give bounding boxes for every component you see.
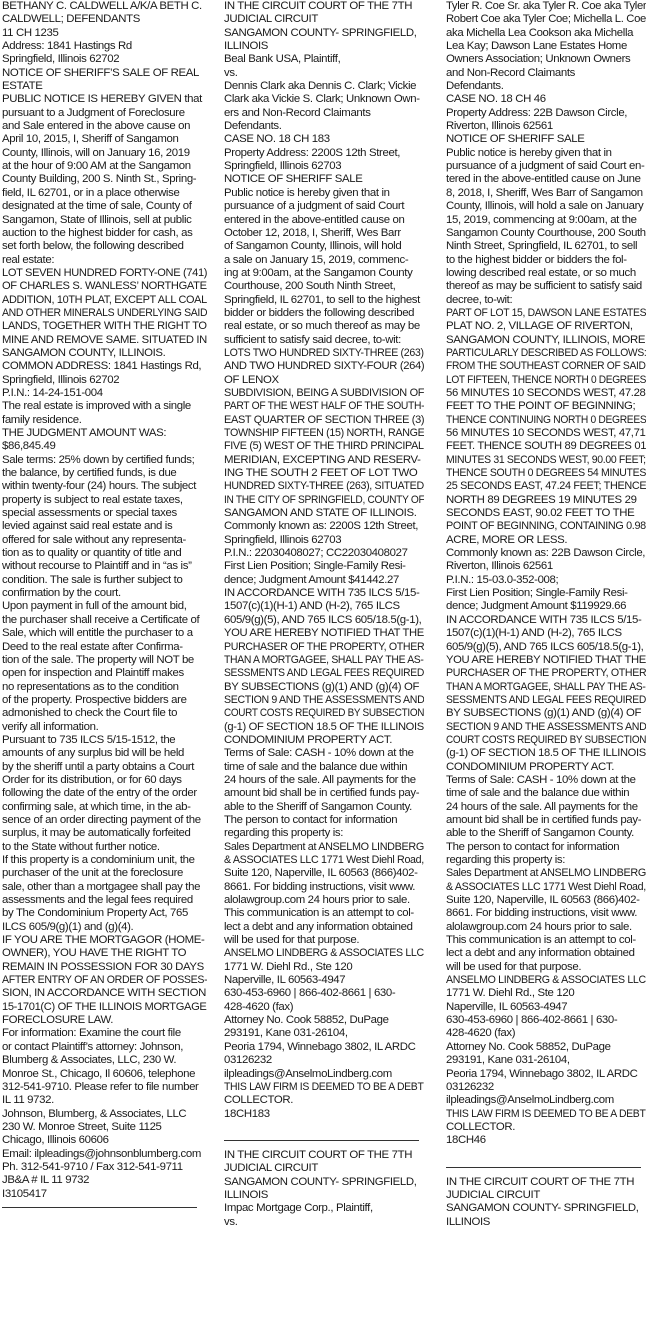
- notice-line: SANGAMON COUNTY, ILLINOIS.: [2, 346, 166, 359]
- notice-line: 605/9(g)(5), AND 765 ILCS 605/18.5(g-1),: [224, 613, 422, 626]
- notice-coe: [446, 0, 646, 1148]
- notice-line: sence of an order directing payment of the: [2, 813, 201, 826]
- notice-line: This communication is an attempt to col-: [224, 907, 414, 920]
- notice-line: sale, other than a mortgagee shall pay the: [2, 880, 201, 893]
- notice-line: ILCS 605/9(g)(1) and (g)(4).: [2, 920, 134, 933]
- notice-line: family residence.: [2, 413, 82, 426]
- notice-line: ILLINOIS: [224, 1188, 269, 1201]
- notice-line: Springfield, Illinois 62702: [2, 53, 120, 66]
- notice-line: Riverton, Illinois 62561: [446, 120, 553, 133]
- notice-line: PART OF LOT 15, DAWSON LANE ESTATES: [446, 306, 646, 319]
- notice-line: time of sale and the balance due within: [224, 760, 408, 773]
- notice-line: Commonly known as: 2200S 12th Street,: [224, 520, 419, 533]
- column-1: [2, 0, 207, 1335]
- notice-line: Property Address: 22B Dawson Circle,: [446, 106, 628, 119]
- notice-line: SANGAMON COUNTY- SPRINGFIELD,: [446, 1202, 639, 1215]
- notice-line: MINE AND REMOVE SAME. SITUATED IN: [2, 333, 207, 346]
- notice-line: Springfield, Illinois 62702: [2, 373, 120, 386]
- notice-line: LOT FIFTEEN, THENCE NORTH 0 DEGREES: [446, 373, 646, 386]
- notice-line: SECONDS EAST, 90.02 FEET TO THE: [446, 507, 635, 520]
- notice-line: condition. The sale is further subject to: [2, 573, 183, 586]
- notice-line: within twenty-four (24) hours. The subject: [2, 480, 197, 493]
- notice-line: real estate:: [2, 253, 55, 266]
- notice-line: 15-1701(C) OF THE ILLINOIS MORTGAGE: [2, 1000, 207, 1013]
- notice-line: 18CH46: [446, 1134, 486, 1147]
- notice-line: surplus, it may be automatically forfeited: [2, 827, 191, 840]
- notice-line: Commonly known as: 22B Dawson Circle,: [446, 547, 646, 560]
- notice-divider: [2, 1207, 197, 1208]
- notice-caldwell: [2, 0, 207, 1201]
- notice-line: ilpleadings@AnselmoLindberg.com: [446, 1094, 614, 1107]
- notice-line: Public notice is hereby given that in: [446, 146, 612, 159]
- notice-line: SECTION 9 AND THE ASSESSMENTS AND: [224, 693, 424, 706]
- notice-line: pursuant to a Judgment of Foreclosure: [2, 106, 185, 119]
- notice-line: & ASSOCIATES LLC 1771 West Diehl Road,: [224, 854, 424, 866]
- notice-line: Peoria 1794, Winnebago 3802, IL ARDC: [224, 1040, 416, 1053]
- notice-line: (g-1) OF SECTION 18.5 OF THE ILLINOIS: [446, 747, 646, 760]
- notice-line: SANGAMON COUNTY, ILLINOIS, MORE: [446, 333, 646, 346]
- notice-line: admonished to check the Court file to: [2, 707, 178, 720]
- notice-line: LOT SEVEN HUNDRED FORTY-ONE (741): [2, 266, 207, 279]
- notice-line: CASE NO. 18 CH 46: [446, 93, 546, 106]
- notice-line: IL 11 9732.: [2, 1094, 54, 1107]
- notice-line: following the date of the entry of the order: [2, 787, 197, 800]
- notice-line: decree, to-wit:: [446, 293, 513, 306]
- notice-line: verify all information.: [2, 720, 99, 733]
- notice-line: If this property is a condominium unit, the: [2, 854, 195, 866]
- notice-line: Monroe St., Chicago, Il 60606, telephone: [2, 1067, 196, 1080]
- notice-line: property is subject to real estate taxes,: [2, 493, 183, 506]
- notice-line: Ninth Street, Springfield, IL 62701, to sell: [446, 240, 638, 253]
- notice-line: SESSMENTS AND LEGAL FEES REQUIRED: [446, 693, 646, 706]
- notice-line: P.I.N.: 15-03.0-352-008;: [446, 573, 559, 586]
- notice-line: 15, 2019, commencing at 9:00am, at the: [446, 213, 637, 226]
- notice-line: dence; Judgment Amount $41442.27: [224, 573, 399, 586]
- notice-line: THAN A MORTGAGEE, SHALL PAY THE AS-: [224, 653, 424, 666]
- notice-line: levied against said real estate and is: [2, 520, 173, 533]
- notice-line: 312-541-9710. Please refer to file number: [2, 1080, 199, 1093]
- notice-line: set forth below, the following described: [2, 240, 184, 253]
- notice-line: lect a debt and any information obtained: [446, 947, 635, 960]
- notice-line: The person to contact for information: [446, 840, 620, 853]
- notice-line: ADDITION, 10TH PLAT, EXCEPT ALL COAL: [2, 293, 207, 306]
- notice-line: will be used for that purpose.: [224, 934, 360, 947]
- notice-line: 1507(c)(1)(H-1) AND (H-2), 765 ILCS: [446, 627, 622, 640]
- notice-line: NORTH 89 DEGREES 19 MINUTES 29: [446, 493, 637, 506]
- notice-line: COURT COSTS REQUIRED BY SUBSECTION: [224, 707, 424, 720]
- notice-line: Attorney No. Cook 58852, DuPage: [446, 1040, 611, 1053]
- notice-line: (g-1) OF SECTION 18.5 OF THE ILLINOIS: [224, 720, 424, 733]
- notice-line: P.I.N.: 14-24-151-004: [2, 386, 103, 399]
- notice-line: tered in the above-entitled cause on June: [446, 173, 641, 186]
- notice-line: 630-453-6960 | 866-402-8661 | 630-: [224, 987, 396, 1000]
- notice-line: SUBDIVISION, BEING A SUBDIVISION OF: [224, 386, 424, 399]
- notice-line: Naperville, IL 60563-4947: [224, 974, 346, 987]
- notice-line: 24 hours of the sale. All payments for the: [224, 773, 416, 786]
- notice-line: 1507(c)(1)(H-1) AND (H-2), 765 ILCS: [224, 600, 400, 613]
- notice-line: without recourse to Plaintiff and in “as is”: [2, 560, 192, 573]
- notice-line: First Lien Position; Single-Family Resi-: [224, 560, 406, 573]
- notice-line: auction to the highest bidder for cash, as: [2, 226, 193, 239]
- notice-line: pursuance of a judgment of said Court: [224, 200, 405, 213]
- spacer: [224, 1121, 424, 1134]
- notice-line: SION, IN ACCORDANCE WITH SECTION: [2, 987, 206, 1000]
- notice-line: confirming sale, at which time, in the ab-: [2, 800, 191, 813]
- notice-line: April 10, 2015, I, Sheriff of Sangamon: [2, 133, 179, 146]
- notice-line: lect a debt and any information obtained: [224, 920, 413, 933]
- notice-line: Springfield, Illinois 62703: [224, 533, 342, 546]
- notice-line: JUDICIAL CIRCUIT: [224, 1162, 318, 1175]
- notice-line: regarding this property is:: [224, 827, 344, 840]
- notice-line: REMAIN IN POSSESSION FOR 30 DAYS: [2, 960, 204, 973]
- notice-line: ACRE, MORE OR LESS.: [446, 533, 568, 546]
- notice-line: Chicago, Illinois 60606: [2, 1134, 109, 1147]
- notice-line: AFTER ENTRY OF AN ORDER OF POSSES-: [2, 974, 207, 987]
- notice-line: IN ACCORDANCE WITH 735 ILCS 5/15-: [446, 613, 642, 626]
- notice-line: by the sheriff until a party obtains a Court: [2, 760, 195, 773]
- notice-next: [446, 1176, 646, 1229]
- notice-line: amount bid shall be in certified funds pay-: [446, 813, 642, 826]
- notice-line: pursuance of a judgment of said Court en-: [446, 160, 645, 173]
- notice-line: Peoria 1794, Winnebago 3802, IL ARDC: [446, 1067, 638, 1080]
- notice-line: 8, 2018, I, Sheriff, Wes Barr of Sangamon: [446, 186, 643, 199]
- notice-line: AND OTHER MINERALS UNDERLYING SAID: [2, 306, 207, 319]
- notice-divider: [224, 1140, 419, 1141]
- notice-line: Deed to the real estate after Confirma-: [2, 640, 183, 653]
- notice-line: 25 SECONDS EAST, 47.24 FEET; THENCE: [446, 480, 646, 493]
- notice-line: P.I.N.: 22030408027; CC22030408027: [224, 547, 408, 560]
- notice-line: Sale, which will entitle the purchaser to a: [2, 627, 193, 640]
- notice-line: Impac Mortgage Corp., Plaintiff,: [224, 1202, 373, 1215]
- notice-line: COLLECTOR.: [446, 1120, 516, 1133]
- notice-line: entered in the above-entitled cause on: [224, 213, 405, 226]
- notice-line: NOTICE OF SHERIFF SALE: [446, 133, 585, 146]
- notice-line: I3105417: [2, 1187, 47, 1200]
- notice-line: 293191, Kane 031-26104,: [224, 1027, 348, 1040]
- notice-line: Sales Department at ANSELMO LINDBERG: [446, 867, 646, 880]
- notice-line: vs.: [224, 66, 238, 79]
- notice-line: BETHANY C. CALDWELL A/K/A BETH C.: [2, 0, 202, 12]
- notice-line: MINUTES 31 SECONDS WEST, 90.00 FEET;: [446, 453, 646, 466]
- notice-line: Sales Department at ANSELMO LINDBERG: [224, 840, 424, 853]
- notice-line: CALDWELL; DEFENDANTS: [2, 13, 140, 26]
- notice-clark: [224, 0, 424, 1121]
- notice-line: Riverton, Illinois 62561: [446, 560, 553, 573]
- notice-line: County Building, 200 S. Ninth St., Spring-: [2, 173, 197, 186]
- notice-line: Sale terms: 25% down by certified funds;: [2, 453, 195, 466]
- notice-line: THENCE SOUTH 0 DEGREES 54 MINUTES: [446, 467, 646, 480]
- notice-line: by The Condominium Property Act, 765: [2, 907, 188, 920]
- notice-line: SECTION 9 AND THE ASSESSMENTS AND: [446, 720, 646, 733]
- notice-line: 03126232: [224, 1054, 272, 1067]
- column-3: [446, 0, 646, 1335]
- notice-line: the purchaser shall receive a Certificate of: [2, 613, 200, 626]
- notice-line: the balance, by certified funds, is due: [2, 467, 177, 480]
- notice-line: JB&A # IL 11 9732: [2, 1174, 90, 1187]
- notice-line: 8661. For bidding instructions, visit www.: [224, 880, 416, 893]
- notice-impac: [224, 1149, 424, 1229]
- notice-line: JUDICIAL CIRCUIT: [446, 1188, 540, 1201]
- notice-line: THIS LAW FIRM IS DEEMED TO BE A DEBT: [446, 1107, 646, 1120]
- notice-line: PURCHASER OF THE PROPERTY, OTHER: [224, 640, 424, 653]
- notice-line: October 12, 2018, I, Sheriff, Wes Barr: [224, 226, 401, 239]
- notice-line: real estate, or so much thereof as may be: [224, 320, 420, 333]
- notice-line: and Non-Record Claimants: [446, 66, 575, 79]
- notice-line: County, Illinois, will on January 16, 2019: [2, 146, 190, 159]
- notice-line: THAN A MORTGAGEE, SHALL PAY THE AS-: [446, 680, 646, 693]
- notice-line: Suite 120, Naperville, IL 60563 (866)402-: [446, 894, 640, 907]
- notice-line: and Sale entered in the above cause on: [2, 120, 191, 133]
- notice-line: offered for sale without any representa-: [2, 533, 186, 546]
- notice-line: YOU ARE HEREBY NOTIFIED THAT THE: [224, 627, 424, 640]
- notice-line: ILLINOIS: [224, 40, 269, 53]
- notice-line: ing at 9:00am, at the Sangamon County: [224, 266, 413, 279]
- notice-line: POINT OF BEGINNING, CONTAINING 0.98: [446, 520, 646, 533]
- notice-line: IF YOU ARE THE MORTGAGOR (HOME-: [2, 934, 205, 947]
- notice-line: 1771 W. Diehl Rd., Ste 120: [224, 960, 353, 973]
- notice-line: Blumberg & Associates, LLC, 230 W.: [2, 1054, 177, 1067]
- notice-line: or contact Plaintiff’s attorney: Johnson,: [2, 1040, 184, 1053]
- notice-line: Property Address: 2200S 12th Street,: [224, 146, 401, 159]
- notice-line: PART OF THE WEST HALF OF THE SOUTH-: [224, 400, 424, 413]
- notice-line: time of sale and the balance due within: [446, 787, 630, 800]
- notice-line: FEET. THENCE SOUTH 89 DEGREES 01: [446, 440, 646, 453]
- notice-line: Pursuant to 735 ILCS 5/15-1512, the: [2, 733, 176, 746]
- notice-line: Tyler R. Coe Sr. aka Tyler R. Coe aka Tyler: [446, 0, 646, 12]
- notice-line: CONDOMINIUM PROPERTY ACT.: [446, 760, 615, 773]
- notice-line: ILLINOIS: [446, 1215, 491, 1228]
- spacer: [446, 1148, 646, 1161]
- notice-line: 1771 W. Diehl Rd., Ste 120: [446, 987, 575, 1000]
- notice-line: of Sangamon County, Illinois, will hold: [224, 240, 402, 253]
- notice-line: LOTS TWO HUNDRED SIXTY-THREE (263): [224, 346, 424, 359]
- notice-line: Owners Association; Unknown Owners: [446, 53, 631, 66]
- notice-line: This communication is an attempt to col-: [446, 934, 636, 947]
- notice-line: AND TWO HUNDRED SIXTY-FOUR (264): [224, 360, 424, 373]
- notice-line: Johnson, Blumberg, & Associates, LLC: [2, 1107, 187, 1120]
- notice-line: County, Illinois, will hold a sale on January: [446, 200, 644, 213]
- column-2: [224, 0, 424, 1335]
- notice-line: THENCE CONTINUING NORTH 0 DEGREES: [446, 413, 646, 426]
- notice-line: open for inspection and Plaintiff makes: [2, 667, 184, 680]
- notice-line: aka Michella Lea Cookson aka Michella: [446, 26, 634, 39]
- notice-line: Sangamon County Courthouse, 200 South: [446, 226, 646, 239]
- notice-line: 18CH183: [224, 1107, 270, 1120]
- notice-divider: [446, 1167, 641, 1168]
- notice-line: The person to contact for information: [224, 813, 398, 826]
- notice-line: BY SUBSECTIONS (g)(1) AND (g)(4) OF: [446, 707, 642, 720]
- notice-line: 428-4620 (fax): [224, 1000, 294, 1013]
- notice-line: 03126232: [446, 1080, 494, 1093]
- notice-line: SANGAMON AND STATE OF ILLINOIS.: [224, 507, 417, 520]
- notice-line: purchaser of the unit at the foreclosure: [2, 867, 184, 880]
- notice-line: dence; Judgment Amount $119929.66: [446, 600, 627, 613]
- notice-line: MERIDIAN, EXCEPTING AND RESERV-: [224, 453, 421, 466]
- notice-line: designated at the time of sale, County of: [2, 200, 192, 213]
- notice-line: Ph. 312-541-9710 / Fax 312-541-9711: [2, 1160, 183, 1173]
- notice-line: amounts of any surplus bid will be held: [2, 747, 184, 760]
- notice-line: JUDICIAL CIRCUIT: [224, 13, 318, 26]
- notice-line: NOTICE OF SHERIFF’S SALE OF REAL: [2, 66, 200, 79]
- notice-line: alolawgroup.com 24 hours prior to sale.: [224, 894, 410, 907]
- notice-line: amount bid shall be in certified funds pay-: [224, 787, 420, 800]
- notice-line: FROM THE SOUTHEAST CORNER OF SAID: [446, 360, 646, 373]
- notice-line: $86,845.49: [2, 440, 56, 453]
- notice-line: ers and Non-Record Claimants: [224, 106, 371, 119]
- notice-line: 8661. For bidding instructions, visit www.: [446, 907, 638, 920]
- notice-line: YOU ARE HEREBY NOTIFIED THAT THE: [446, 653, 646, 666]
- notice-line: ING THE SOUTH 2 FEET OF LOT TWO: [224, 467, 418, 480]
- notice-line: vs.: [224, 1215, 238, 1228]
- notice-line: FEET TO THE POINT OF BEGINNING;: [446, 400, 636, 413]
- notice-line: Public notice is hereby given that in: [224, 186, 390, 199]
- notice-line: 230 W. Monroe Street, Suite 1125: [2, 1120, 162, 1133]
- notice-line: special assessments or special taxes: [2, 507, 177, 520]
- notice-line: at the hour of 9:00 AM at the Sangamon: [2, 160, 191, 173]
- notice-line: OF CHARLES S. WANLESS’ NORTHGATE: [2, 280, 207, 293]
- notice-line: to the highest bidder or bidders the fol-: [446, 253, 627, 266]
- notice-line: Naperville, IL 60563-4947: [446, 1000, 568, 1013]
- notice-line: OF LENOX: [224, 373, 279, 386]
- notice-line: alolawgroup.com 24 hours prior to sale.: [446, 920, 632, 933]
- notice-line: PUBLIC NOTICE IS HEREBY GIVEN that: [2, 93, 202, 106]
- notice-line: PURCHASER OF THE PROPERTY, OTHER: [446, 667, 646, 680]
- notice-line: able to the Sheriff of Sangamon County.: [446, 827, 634, 840]
- notice-line: CONDOMINIUM PROPERTY ACT.: [224, 733, 393, 746]
- notice-line: For information: Examine the court file: [2, 1027, 181, 1040]
- notice-line: ilpleadings@AnselmoLindberg.com: [224, 1067, 392, 1080]
- notice-line: Springfield, Illinois 62703: [224, 160, 342, 173]
- notice-line: SANGAMON COUNTY- SPRINGFIELD,: [224, 1175, 417, 1188]
- notice-line: a sale on January 15, 2019, commenc-: [224, 253, 409, 266]
- notice-line: 24 hours of the sale. All payments for the: [446, 800, 638, 813]
- notice-line: Terms of Sale: CASH - 10% down at the: [446, 773, 636, 786]
- notice-line: able to the Sheriff of Sangamon County.: [224, 800, 412, 813]
- notice-line: Clark aka Vickie S. Clark; Unknown Own-: [224, 93, 420, 106]
- notice-line: sufficient to satisfy said decree, to-wit:: [224, 333, 401, 346]
- notice-line: lowing described real estate, or so much: [446, 266, 636, 279]
- notice-line: CASE NO. 18 CH 183: [224, 133, 330, 146]
- notice-line: 56 MINUTES 10 SECONDS WEST, 47.28: [446, 386, 646, 399]
- notice-line: Email: ilpleadings@johnsonblumberg.com: [2, 1147, 201, 1160]
- notice-line: confirmation by the court.: [2, 587, 121, 600]
- notice-line: Attorney No. Cook 58852, DuPage: [224, 1014, 389, 1027]
- notice-line: Suite 120, Naperville, IL 60563 (866)402-: [224, 867, 418, 880]
- notice-line: 630-453-6960 | 866-402-8661 | 630-: [446, 1014, 618, 1027]
- notice-line: PARTICULARLY DESCRIBED AS FOLLOWS:: [446, 346, 646, 359]
- notice-line: PLAT NO. 2, VILLAGE OF RIVERTON,: [446, 320, 633, 333]
- notice-line: assessments and the legal fees required: [2, 894, 193, 907]
- notice-line: BY SUBSECTIONS (g)(1) AND (g)(4) OF: [224, 680, 420, 693]
- notice-line: First Lien Position; Single-Family Resi-: [446, 587, 628, 600]
- notice-line: no representations as to the condition: [2, 680, 179, 693]
- notice-line: field, IL 62701, or in a place otherwise: [2, 186, 180, 199]
- notice-line: Defendants.: [446, 80, 504, 93]
- notice-line: COLLECTOR.: [224, 1094, 294, 1107]
- notice-line: OWNER), YOU HAVE THE RIGHT TO: [2, 947, 187, 960]
- notice-line: COURT COSTS REQUIRED BY SUBSECTION: [446, 733, 646, 746]
- notice-line: COMMON ADDRESS: 1841 Hastings Rd,: [2, 360, 202, 373]
- notice-line: 293191, Kane 031-26104,: [446, 1054, 570, 1067]
- notice-line: SANGAMON COUNTY- SPRINGFIELD,: [224, 26, 417, 39]
- notice-line: bidder or bidders the following described: [224, 306, 415, 319]
- notice-line: HUNDRED SIXTY-THREE (263), SITUATED: [224, 480, 424, 493]
- notice-line: Defendants.: [224, 120, 282, 133]
- notice-line: IN THE CIRCUIT COURT OF THE 7TH: [224, 1148, 413, 1161]
- notice-line: ESTATE: [2, 80, 43, 93]
- notice-line: FIVE (5) WEST OF THE THIRD PRINCIPAL: [224, 440, 424, 453]
- notice-line: EAST QUARTER OF SECTION THREE (3): [224, 413, 424, 426]
- notice-line: tion of the sale. The property will NOT be: [2, 653, 194, 666]
- notice-line: Terms of Sale: CASH - 10% down at the: [224, 747, 414, 760]
- notice-line: Dennis Clark aka Dennis C. Clark; Vickie: [224, 80, 417, 93]
- notice-line: Address: 1841 Hastings Rd: [2, 40, 132, 53]
- notice-line: thereof as may be sufficient to satisfy said: [446, 280, 642, 293]
- notice-line: tion as to quality or quantity of title and: [2, 547, 182, 560]
- notice-line: 11 CH 1235: [2, 26, 59, 39]
- notice-line: 605/9(g)(5), AND 765 ILCS 605/18.5(g-1),: [446, 640, 644, 653]
- notice-line: TOWNSHIP FIFTEEN (15) NORTH, RANGE: [224, 427, 424, 439]
- notice-line: IN THE CIRCUIT COURT OF THE 7TH: [446, 1175, 635, 1188]
- notice-line: ANSELMO LINDBERG & ASSOCIATES LLC: [446, 974, 646, 987]
- notice-line: & ASSOCIATES LLC 1771 West Diehl Road,: [446, 880, 646, 893]
- notice-line: THE JUDGMENT AMOUNT WAS:: [2, 427, 167, 439]
- notice-line: Order for its distribution, or for 60 days: [2, 773, 182, 786]
- notice-line: SESSMENTS AND LEGAL FEES REQUIRED: [224, 667, 424, 680]
- notice-line: Sangamon, State of Illinois, sell at public: [2, 213, 192, 226]
- notice-line: IN THE CIRCUIT COURT OF THE 7TH: [224, 0, 413, 12]
- notice-line: ANSELMO LINDBERG & ASSOCIATES LLC: [224, 947, 424, 960]
- notice-line: THIS LAW FIRM IS DEEMED TO BE A DEBT: [224, 1080, 424, 1093]
- notice-line: 56 MINUTES 10 SECONDS WEST, 47,71: [446, 427, 646, 439]
- notice-line: Courthouse, 200 South Ninth Street,: [224, 280, 396, 293]
- notice-line: will be used for that purpose.: [446, 960, 582, 973]
- notice-line: Lea Kay; Dawson Lane Estates Home: [446, 40, 627, 53]
- notice-line: The real estate is improved with a single: [2, 400, 191, 413]
- notice-line: IN THE CITY OF SPRINGFIELD, COUNTY OF: [224, 493, 424, 506]
- notice-line: Robert Coe aka Tyler Coe; Michella L. Coe: [446, 13, 646, 26]
- notice-line: to the State without further notice.: [2, 840, 160, 853]
- notice-line: Beal Bank USA, Plaintiff,: [224, 53, 341, 66]
- notice-line: regarding this property is:: [446, 854, 566, 866]
- notice-line: LANDS, TOGETHER WITH THE RIGHT TO: [2, 320, 207, 333]
- notice-line: Springfield, IL 62701, to sell to the highest: [224, 293, 420, 306]
- notice-line: Upon payment in full of the amount bid,: [2, 600, 187, 613]
- notice-line: IN ACCORDANCE WITH 735 ILCS 5/15-: [224, 587, 420, 600]
- notice-line: FORECLOSURE LAW.: [2, 1014, 114, 1027]
- notice-line: of the property. Prospective bidders are: [2, 693, 187, 706]
- notice-line: 428-4620 (fax): [446, 1027, 516, 1040]
- notice-line: NOTICE OF SHERIFF SALE: [224, 173, 363, 186]
